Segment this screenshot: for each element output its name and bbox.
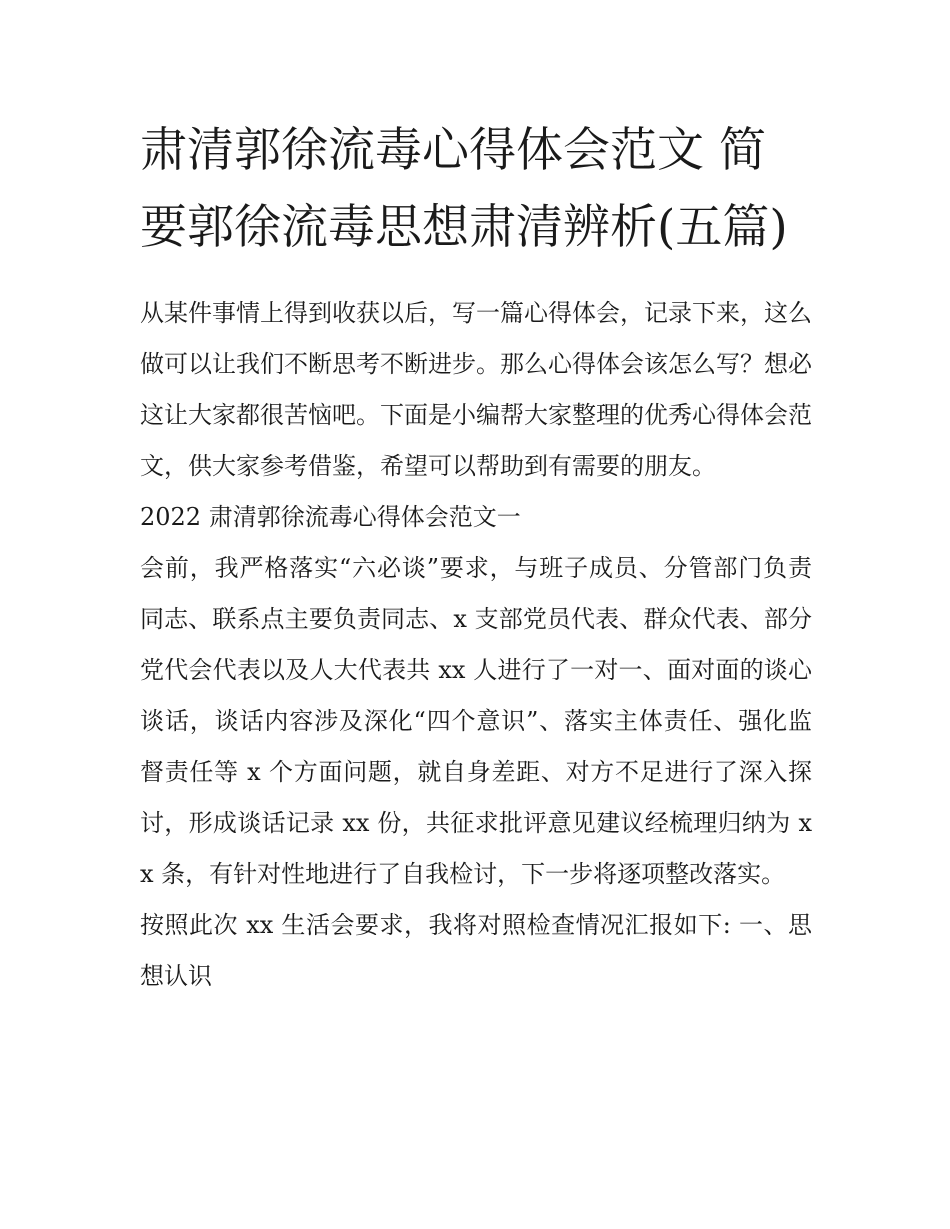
document-title: 肃清郭徐流毒心得体会范文 简要郭徐流毒思想肃清辨析(五篇) bbox=[140, 123, 788, 255]
body-paragraph: 会前，我严格落实“六必谈”要求，与班子成员、分管部门负责同志、联系点主要负责同志、x 支部党员代表、群众代表、部分党代会代表以及人大代表共 xx 人进行了一对一、面对面的谈心谈话，谈话内容涉及深化“四个意识”、落实主体责任、强化监督责任等 x 个方面问题，就自身差距、对方不足进行了深入探讨，形成谈话记录 xx 份，共征求批评意见建议经梳理归纳为 xx 条，有针对性地进行了自我检讨，下一步将逐项整改落实。 bbox=[140, 554, 812, 888]
body-paragraph: 按照此次 xx 生活会要求，我将对照检查情况汇报如下: 一、思想认识 bbox=[140, 911, 812, 990]
section-heading: 2022 肃清郭徐流毒心得体会范文一 bbox=[140, 503, 521, 531]
document-content bbox=[140, 112, 812, 1002]
document-body bbox=[140, 288, 812, 1002]
intro-paragraph: 从某件事情上得到收获以后，写一篇心得体会，记录下来，这么做可以让我们不断思考不断进步。那么心得体会该怎么写？想必这让大家都很苦恼吧。下面是小编帮大家整理的优秀心得体会范文，供大家参考借鉴，希望可以帮助到有需要的朋友。 bbox=[140, 299, 812, 480]
